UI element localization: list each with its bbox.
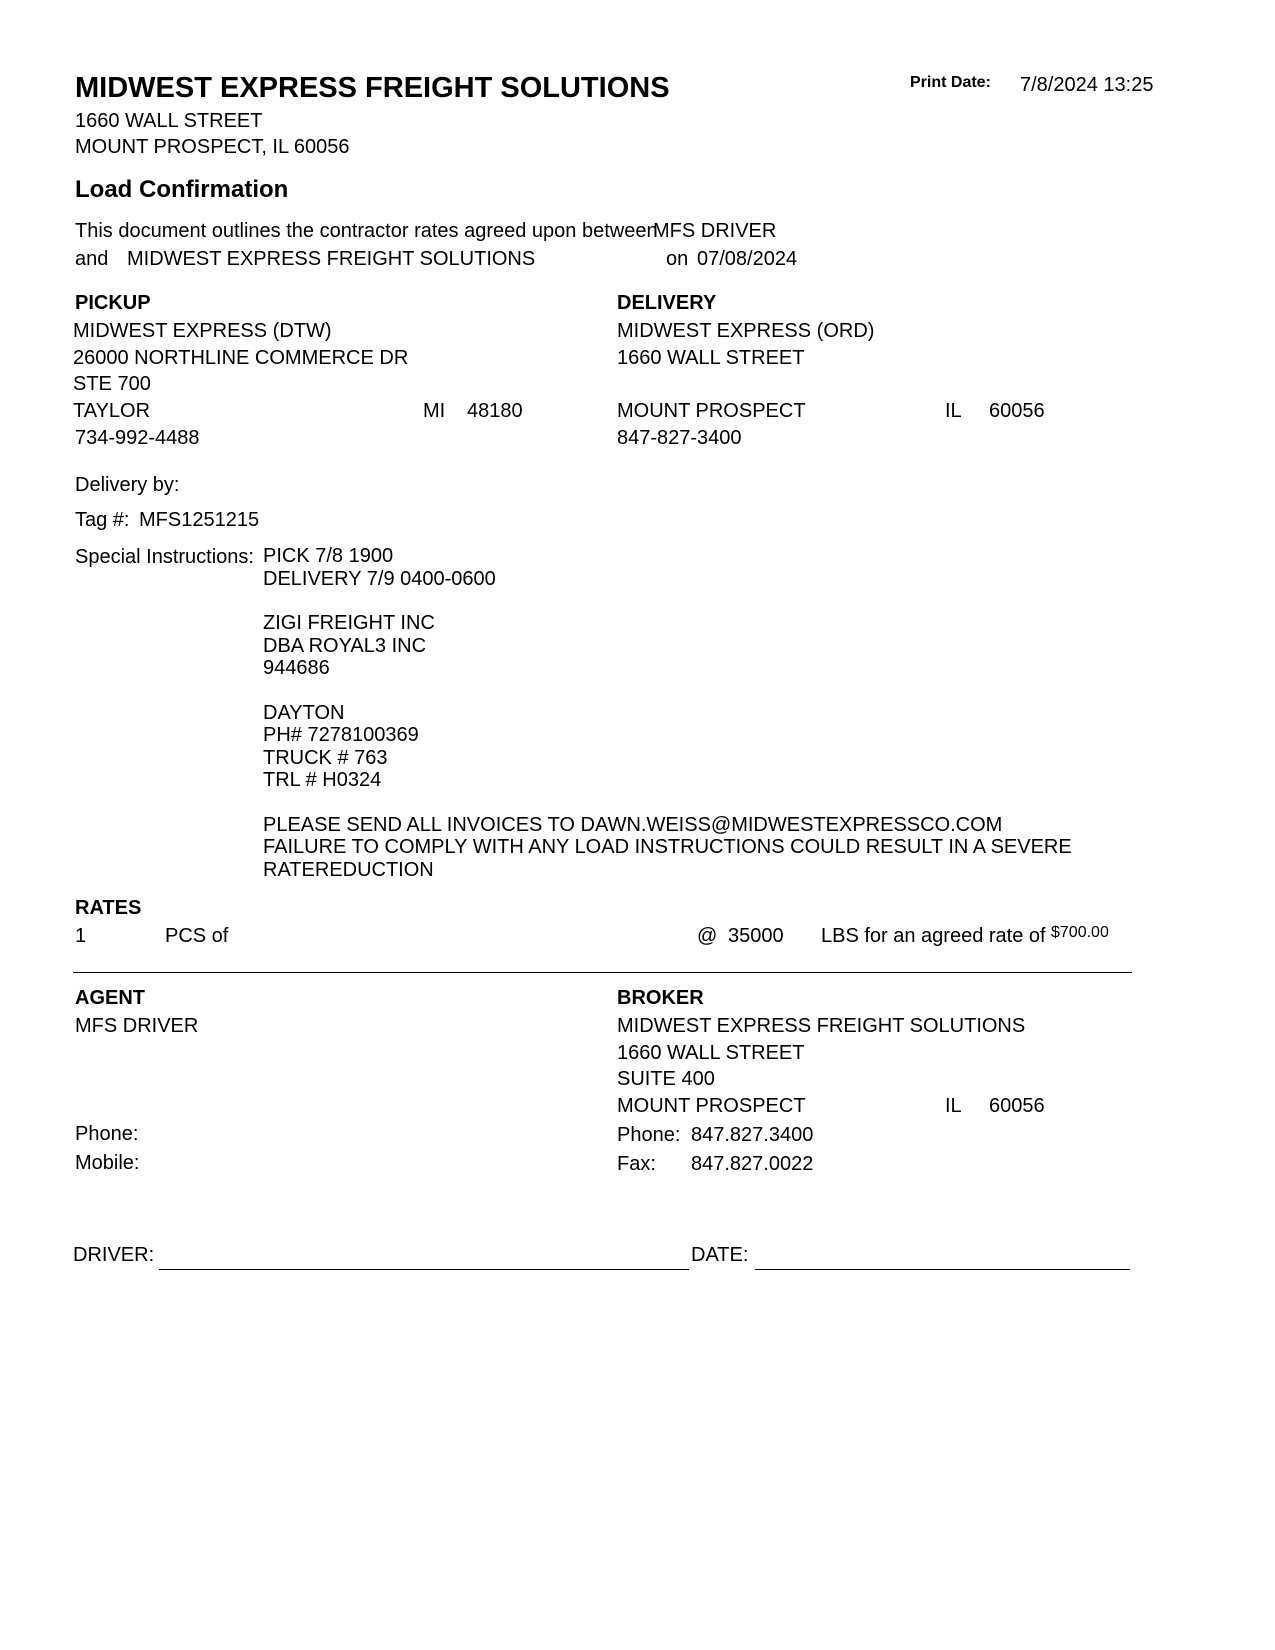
rates-amount: $700.00 xyxy=(1051,924,1109,941)
delivery-zip: 60056 xyxy=(989,400,1045,422)
tag-label: Tag #: xyxy=(75,509,130,531)
pickup-city: TAYLOR xyxy=(73,400,151,422)
party-b: MIDWEST EXPRESS FREIGHT SOLUTIONS xyxy=(127,248,536,270)
print-date-label: Print Date: xyxy=(910,74,991,91)
pickup-state: MI xyxy=(423,400,446,422)
broker-heading: BROKER xyxy=(617,987,704,1009)
rates-heading: RATES xyxy=(75,897,142,919)
pickup-address1: 26000 NORTHLINE COMMERCE DR xyxy=(73,347,409,369)
pickup-phone: 734-992-4488 xyxy=(75,427,200,449)
special-instructions-label: Special Instructions: xyxy=(75,546,254,568)
broker-name: MIDWEST EXPRESS FREIGHT SOLUTIONS xyxy=(617,1015,1026,1037)
on-label: on xyxy=(666,248,689,270)
intro-text: This document outlines the contractor rates agreed upon between xyxy=(75,220,658,242)
instruction-line: TRUCK # 763 xyxy=(263,746,388,769)
rates-lbs-label: LBS for an agreed rate of xyxy=(821,925,1046,947)
and-label: and xyxy=(75,248,109,270)
rates-weight: 35000 xyxy=(728,925,784,947)
section-divider xyxy=(73,972,1132,973)
broker-phone-label: Phone: xyxy=(617,1124,681,1146)
instruction-line: DELIVERY 7/9 0400-0600 xyxy=(263,567,496,590)
broker-address2: SUITE 400 xyxy=(617,1068,715,1090)
company-address-line1: 1660 WALL STREET xyxy=(75,110,263,132)
instruction-line: DAYTON xyxy=(263,701,345,724)
instruction-line: ZIGI FREIGHT INC xyxy=(263,612,435,634)
pickup-address2: STE 700 xyxy=(73,373,151,395)
company-name: MIDWEST EXPRESS FREIGHT SOLUTIONS xyxy=(75,72,670,104)
print-date-value: 7/8/2024 13:25 xyxy=(1020,74,1154,96)
broker-fax: 847.827.0022 xyxy=(691,1153,814,1175)
rates-at-label: @ xyxy=(697,925,718,947)
agent-phone-label: Phone: xyxy=(75,1123,139,1145)
instruction-line: PLEASE SEND ALL INVOICES TO DAWN.WEISS@MIDWESTEXPRESSCO.COM xyxy=(263,813,1003,836)
rates-pieces: 1 xyxy=(75,925,87,947)
delivery-phone: 847-827-3400 xyxy=(617,427,742,449)
broker-state: IL xyxy=(945,1095,962,1117)
instruction-line: 944686 xyxy=(263,657,330,679)
tag-value: MFS1251215 xyxy=(139,509,260,531)
date-signature-label: DATE: xyxy=(691,1244,749,1266)
pickup-zip: 48180 xyxy=(467,400,523,422)
instruction-line: PH# 7278100369 xyxy=(263,724,419,746)
document-title: Load Confirmation xyxy=(75,176,289,203)
agent-name: MFS DRIVER xyxy=(75,1015,199,1037)
instruction-line: FAILURE TO COMPLY WITH ANY LOAD INSTRUCTIONS COULD RESULT IN A SEVERE xyxy=(263,836,1072,858)
pickup-heading: PICKUP xyxy=(75,292,151,314)
date-signature-line[interactable] xyxy=(755,1269,1130,1270)
delivery-heading: DELIVERY xyxy=(617,292,717,314)
broker-fax-label: Fax: xyxy=(617,1153,656,1175)
broker-phone: 847.827.3400 xyxy=(691,1124,814,1146)
broker-address1: 1660 WALL STREET xyxy=(617,1042,805,1064)
delivery-state: IL xyxy=(945,400,962,422)
instruction-line: PICK 7/8 1900 xyxy=(263,545,394,567)
special-instructions-text xyxy=(263,545,1072,881)
broker-zip: 60056 xyxy=(989,1095,1045,1117)
instruction-line: TRL # H0324 xyxy=(263,769,382,791)
delivery-city: MOUNT PROSPECT xyxy=(617,400,806,422)
instruction-line: DBA ROYAL3 INC xyxy=(263,634,427,657)
broker-city: MOUNT PROSPECT xyxy=(617,1095,806,1117)
rates-pcs-label: PCS of xyxy=(165,925,229,947)
delivery-by-label: Delivery by: xyxy=(75,474,180,496)
driver-signature-line[interactable] xyxy=(159,1269,689,1270)
driver-signature-label: DRIVER: xyxy=(73,1244,155,1266)
instruction-line: RATEREDUCTION xyxy=(263,858,434,881)
agreement-date: 07/08/2024 xyxy=(697,248,798,270)
pickup-name: MIDWEST EXPRESS (DTW) xyxy=(73,320,332,342)
party-a: MFS DRIVER xyxy=(653,220,777,242)
agent-heading: AGENT xyxy=(75,987,145,1009)
company-address-line2: MOUNT PROSPECT, IL 60056 xyxy=(75,136,350,158)
agent-mobile-label: Mobile: xyxy=(75,1152,140,1174)
delivery-address1: 1660 WALL STREET xyxy=(617,347,805,369)
delivery-name: MIDWEST EXPRESS (ORD) xyxy=(617,320,875,342)
